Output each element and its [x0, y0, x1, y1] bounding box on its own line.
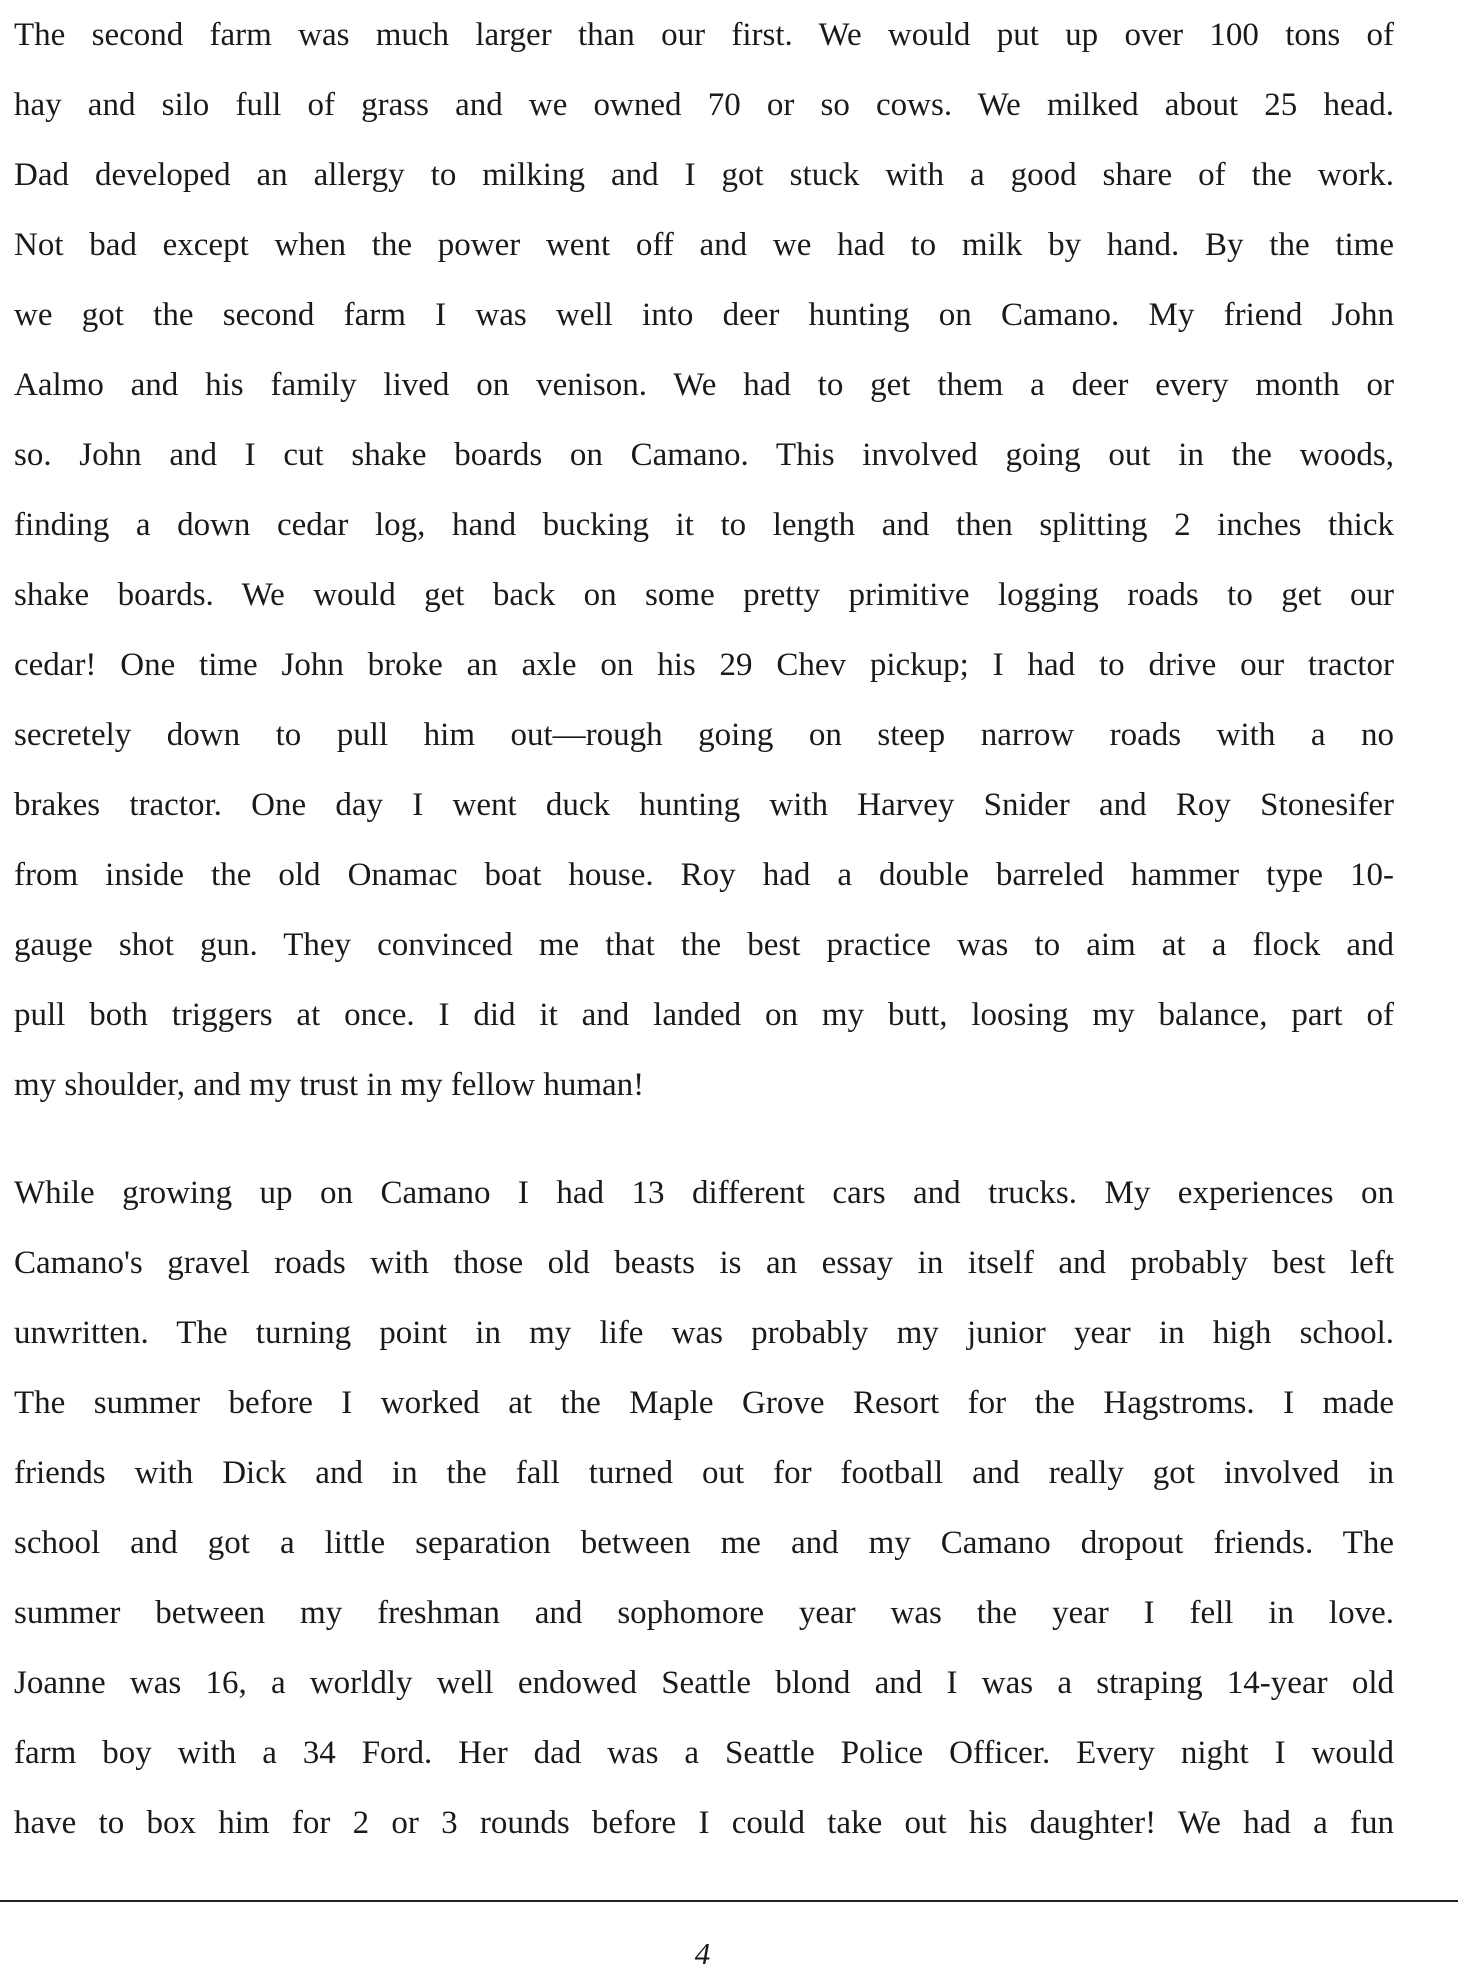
paragraph-line: school and got a little separation between me and my Camano dropout friends. The [14, 1525, 1394, 1561]
paragraph-line: finding a down cedar log, hand bucking it to length and then splitting 2 inches thick [14, 507, 1394, 543]
page-number: 4 [694, 1936, 711, 1971]
paragraph-line: brakes tractor. One day I went duck hunting with Harvey Snider and Roy Stonesifer [14, 787, 1394, 823]
paragraph-line: gauge shot gun. They convinced me that the best practice was to aim at a flock and [14, 927, 1394, 963]
paragraph-line: shake boards. We would get back on some pretty primitive logging roads to get our [14, 577, 1394, 613]
paragraph-spacer [14, 1120, 1394, 1158]
paragraph-line: my shoulder, and my trust in my fellow human! [14, 1067, 645, 1103]
paragraph-line: summer between my freshman and sophomore year was the year I fell in love. [14, 1595, 1394, 1631]
paragraph-line: from inside the old Onamac boat house. Roy had a double barreled hammer type 10- [14, 857, 1394, 893]
paragraph-line: pull both triggers at once. I did it and landed on my butt, loosing my balance, part of [14, 997, 1394, 1033]
paragraph-line: friends with Dick and in the fall turned out for football and really got involved in [14, 1455, 1394, 1491]
paragraph-line: we got the second farm I was well into deer hunting on Camano. My friend John [14, 297, 1394, 333]
paragraph-line: Camano's gravel roads with those old beasts is an essay in itself and probably best left [14, 1245, 1394, 1281]
paragraph-line: so. John and I cut shake boards on Camano. This involved going out in the woods, [14, 437, 1394, 473]
paragraph-line: farm boy with a 34 Ford. Her dad was a Seattle Police Officer. Every night I would [14, 1735, 1394, 1771]
paragraph-line: Not bad except when the power went off and we had to milk by hand. By the time [14, 227, 1394, 263]
paragraph-line: The summer before I worked at the Maple Grove Resort for the Hagstroms. I made [14, 1385, 1394, 1421]
paragraph-line: Joanne was 16, a worldly well endowed Seattle blond and I was a straping 14-year old [14, 1665, 1394, 1701]
paragraph-line: hay and silo full of grass and we owned 70 or so cows. We milked about 25 head. [14, 87, 1394, 123]
paragraph-line: Aalmo and his family lived on venison. We had to get them a deer every month or [14, 367, 1394, 403]
paragraph-line: Dad developed an allergy to milking and I got stuck with a good share of the work. [14, 157, 1394, 193]
paragraph-line: secretely down to pull him out—rough going on steep narrow roads with a no [14, 717, 1394, 753]
body-text [14, 0, 1394, 1858]
paragraph-line: The second farm was much larger than our first. We would put up over 100 tons of [14, 17, 1394, 53]
footer-rule [0, 1900, 1458, 1902]
paragraph-line: unwritten. The turning point in my life was probably my junior year in high school. [14, 1315, 1394, 1351]
paragraph-2 [14, 1158, 1394, 1858]
paragraph-line: cedar! One time John broke an axle on his 29 Chev pickup; I had to drive our tractor [14, 647, 1394, 683]
paragraph-line: have to box him for 2 or 3 rounds before I could take out his daughter! We had a fun [14, 1805, 1394, 1841]
paragraph-line: While growing up on Camano I had 13 different cars and trucks. My experiences on [14, 1175, 1394, 1211]
paragraph-1 [14, 0, 1394, 1120]
